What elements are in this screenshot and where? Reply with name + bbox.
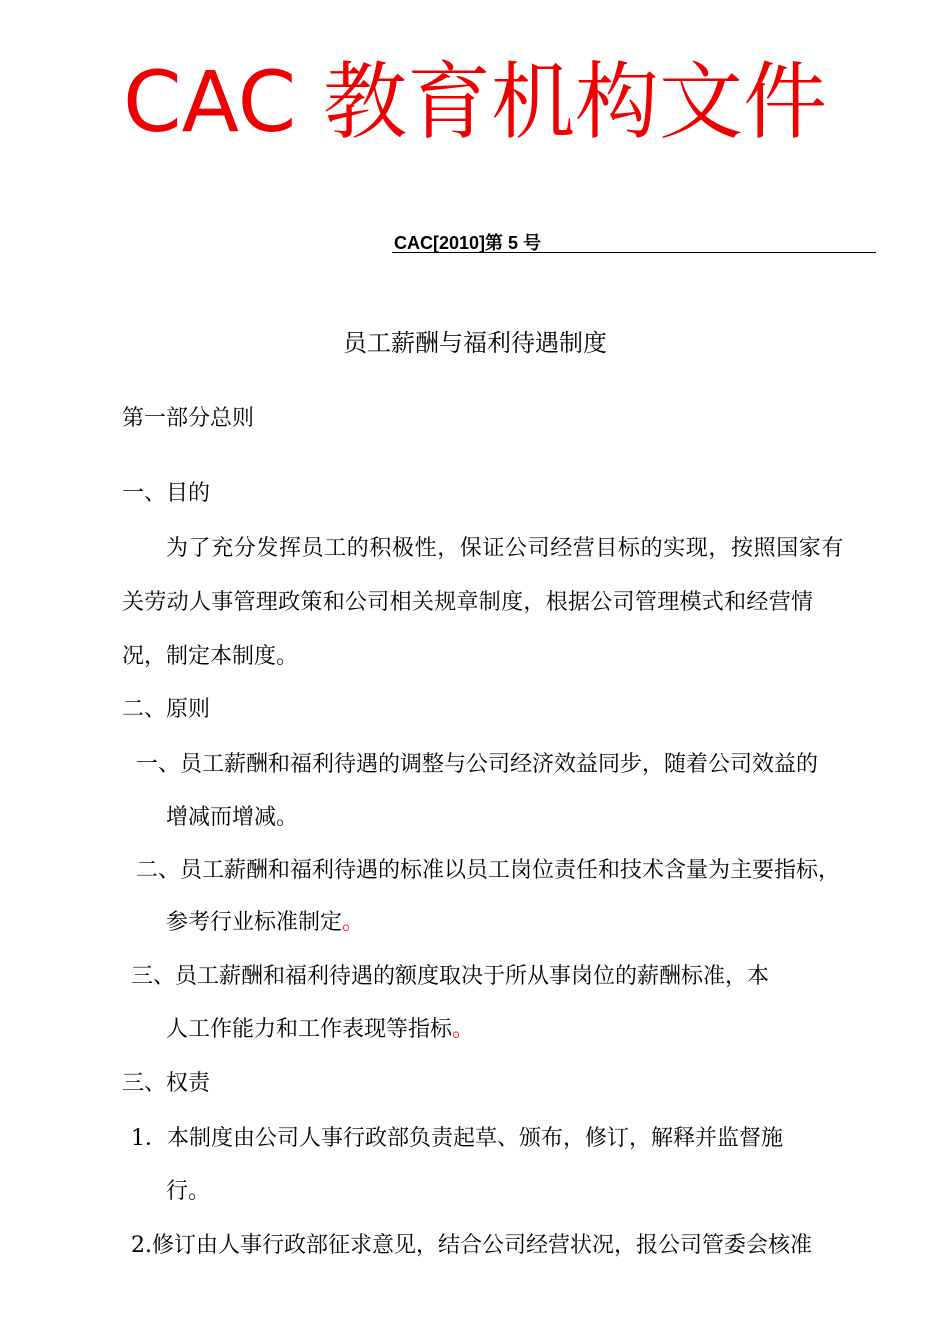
responsibility-item-1-line1: 1．本制度由公司人事行政部负责起草、颁布，修订，解释并监督施: [131, 1126, 783, 1151]
principle-item-2-red-mark: 。: [342, 910, 365, 935]
purpose-paragraph-line: 况，制定本制度。: [122, 644, 299, 669]
part-heading: 第一部分总则: [122, 406, 255, 431]
section-heading-purpose: 一、目的: [122, 481, 211, 506]
section-heading-responsibilities: 三、权责: [122, 1071, 211, 1096]
responsibility-item-2-line1: 2.修订由人事行政部征求意见，结合公司经营状况，报公司管委会核准: [131, 1233, 812, 1258]
principle-item-3-text: 人工作能力和工作表现等指标: [166, 1017, 453, 1042]
principle-item-2-line2: [166, 908, 364, 938]
document-number-rule: [392, 252, 876, 253]
principle-item-2-line1: 二、员工薪酬和福利待遇的标准以员工岗位责任和技术含量为主要指标，: [136, 858, 841, 883]
principle-item-3-red-mark: 。: [452, 1017, 475, 1042]
principle-item-3-line1: 三、员工薪酬和福利待遇的额度取决于所从事岗位的薪酬标准，本: [131, 964, 770, 989]
section-heading-principles: 二、原则: [122, 697, 211, 722]
principle-item-3-line2: [166, 1015, 474, 1045]
principle-item-1-line1: 一、员工薪酬和福利待遇的调整与公司经济效益同步，随着公司效益的: [136, 752, 819, 777]
purpose-paragraph-line: 为了充分发挥员工的积极性，保证公司经营目标的实现，按照国家有: [166, 536, 845, 561]
header-title: CAC 教育机构文件: [123, 53, 827, 151]
purpose-paragraph-line: 关劳动人事管理政策和公司相关规章制度，根据公司管理模式和经营情: [122, 590, 814, 615]
document-number: CAC[2010]第 5 号: [394, 233, 542, 253]
responsibility-item-1-line2: 行。: [166, 1179, 211, 1204]
document-title: 员工薪酬与福利待遇制度: [343, 329, 607, 357]
principle-item-2-text: 参考行业标准制定: [166, 910, 343, 935]
principle-item-1-line2: 增减而增减。: [166, 805, 299, 830]
